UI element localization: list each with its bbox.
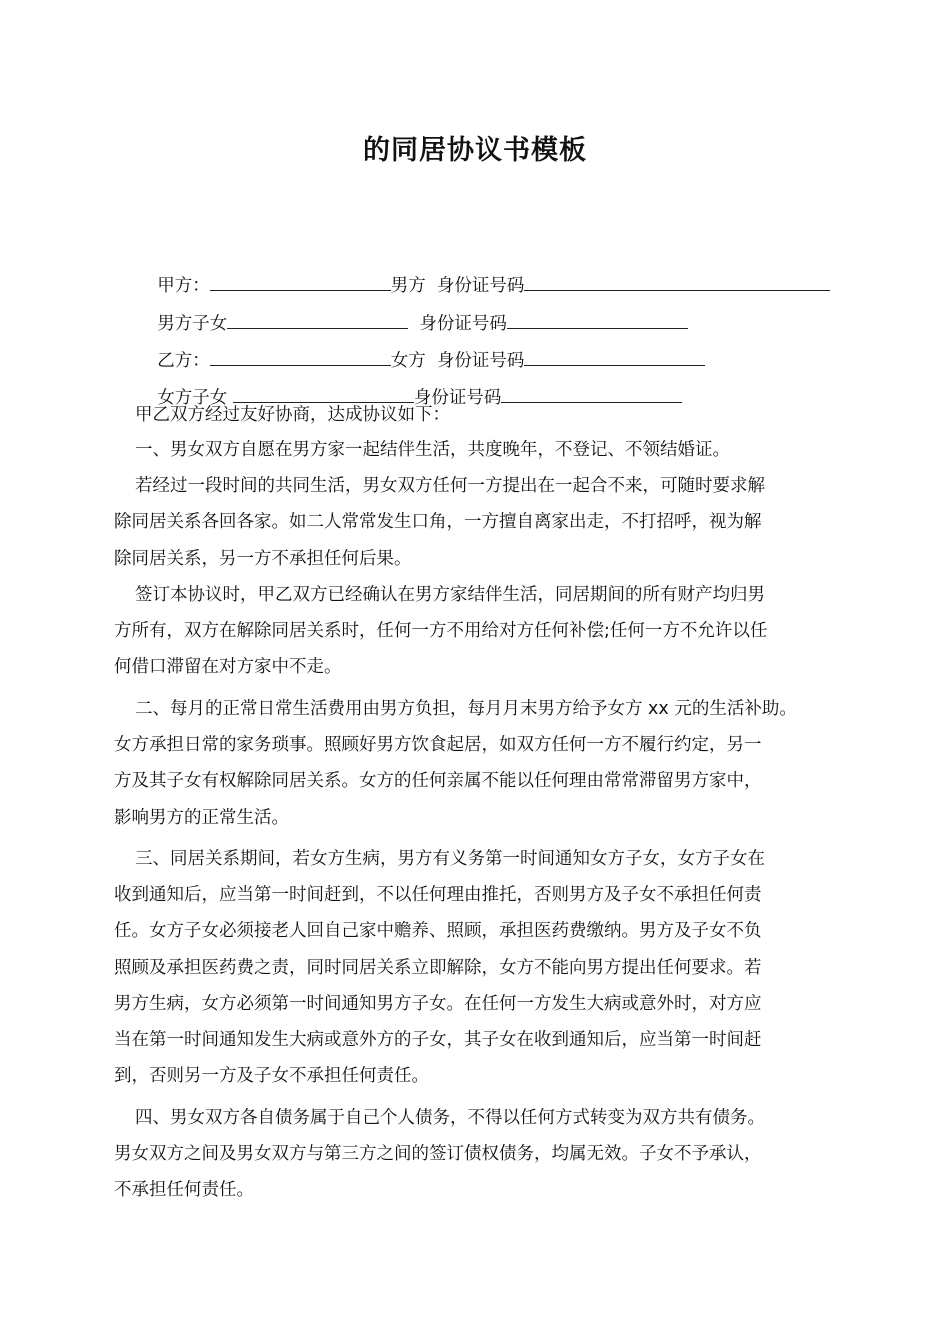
clause-line: 四、男女双方各自债务属于自己个人债务，不得以任何方式转变为双方共有债务。 (135, 1108, 765, 1128)
female-children-label: 女方子女 (157, 388, 233, 408)
clause-line: 何借口滞留在对方家中不走。 (114, 657, 342, 678)
clause-line: 除同居关系各回各家。如二人常常发生口角，一方擅自离家出走，不打招呼，视为解 (114, 512, 762, 533)
female-children-id-blank (501, 386, 682, 403)
clause-2 (114, 691, 844, 836)
clause-line: 到，否则另一方及子女不承担任何责任。 (114, 1066, 429, 1087)
party-a-id-blank (524, 274, 830, 291)
party-a-id-label: 男方 身份证号码 (390, 276, 525, 296)
female-children-id-label: 身份证号码 (413, 388, 502, 408)
clause-line: 方及其子女有权解除同居关系。女方的任何亲属不能以任何理由常常滞留男方家中， (114, 771, 762, 792)
male-children-label: 男方子女 (157, 314, 228, 334)
male-children-id-label: 身份证号码 (408, 314, 507, 334)
clause-line: 照顾及承担医药费之责，同时同居关系立即解除，女方不能向男方提出任何要求。若 (114, 957, 762, 978)
party-a-name-blank (210, 274, 391, 291)
clause-4 (114, 1100, 844, 1209)
clause-line: 签订本协议时，甲乙双方已经确认在男方家结伴生活，同居期间的所有财产均归男 (135, 584, 765, 605)
intro-text: 甲乙双方经过友好协商，达成协议如下： (135, 405, 450, 425)
clause-line: 除同居关系，另一方不承担任何后果。 (114, 548, 412, 569)
clause-3 (114, 841, 844, 1094)
party-b-label: 乙方： (157, 351, 210, 371)
clause-line: 男女双方之间及男女双方与第三方之间的签订债权债务，均属无效。子女不予承认， (114, 1144, 762, 1165)
clause-line: 不承担任何责任。 (114, 1180, 254, 1201)
party-b-id-label: 女方 身份证号码 (390, 351, 525, 371)
clause-line: 三、同居关系期间，若女方生病，男方有义务第一时间通知女方子女，女方子女在 (135, 849, 765, 869)
clause-line: 一、男女双方自愿在男方家一起结伴生活，共度晚年，不登记、不领结婚证。 (135, 440, 730, 460)
clause-line: 收到通知后，应当第一时间赶到，不以任何理由推托，否则男方及子女不承担任何责 (114, 885, 762, 906)
clause-line: 女方承担日常的家务琐事。照顾好男方饮食起居，如双方任何一方不履行约定，另一 (114, 735, 762, 756)
document-title: 的同居协议书模板 (363, 135, 587, 166)
party-a-label: 甲方： (157, 276, 210, 296)
clause-line: 二、每月的正常日常生活费用由男方负担，每月月末男方给予女方 xx 元的生活补助。 (135, 699, 797, 719)
clause-line: 任。女方子女必须接老人回自己家中赡养、照顾，承担医药费缴纳。男方及子女不负 (114, 921, 762, 942)
clause-1 (114, 432, 844, 685)
clause-line: 当在第一时间通知发生大病或意外方的子女，其子女在收到通知后，应当第一时间赶 (114, 1030, 762, 1051)
clause-line: 影响男方的正常生活。 (114, 807, 289, 828)
clause-line: 若经过一段时间的共同生活，男女双方任何一方提出在一起合不来，可随时要求解 (135, 476, 765, 497)
clause-line: 方所有，双方在解除同居关系时，任何一方不用给对方任何补偿;任何一方不允许以任 (114, 621, 768, 642)
clause-line: 男方生病，女方必须第一时间通知男方子女。在任何一方发生大病或意外时，对方应 (114, 993, 762, 1014)
